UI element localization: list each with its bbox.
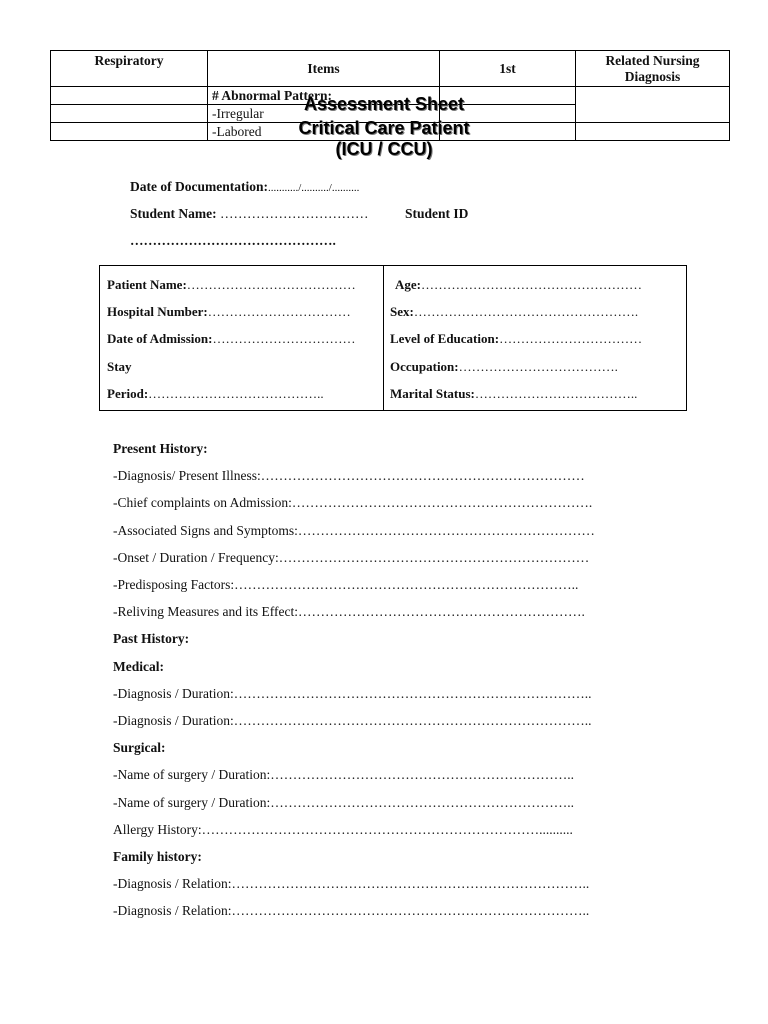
field-label: Period: [107,386,149,401]
history-field-name-of-surgery-duration[interactable] [113,767,574,783]
student-id-dots: ………………………………………. [130,233,336,248]
history-field-diagnosis-present-illness[interactable] [113,468,585,484]
section-heading-surgical [113,740,166,756]
table-cell[interactable] [51,123,208,141]
field-label: -Onset / Duration / Frequency: [113,549,279,565]
field-dots: …………………………… [499,331,643,346]
field-dots: …………………………… [212,331,356,346]
field-label: -Diagnosis / Relation: [113,903,232,919]
header-respiratory: Respiratory [51,51,208,87]
student-name-line[interactable] [130,206,369,222]
section-heading: Family history: [113,849,202,864]
field-dots: ………………………………………………………………….......... [201,821,573,837]
history-field-chief-complaints-on-admission[interactable] [113,495,592,511]
section-heading-present-history [113,441,208,457]
field-dots: …………………………………………… [421,277,642,292]
age-field[interactable] [395,277,642,293]
field-label: -Diagnosis / Relation: [113,876,232,892]
field-dots: …………………………………………………………………….. [233,685,592,701]
section-heading: Surgical: [113,740,166,756]
period-field[interactable] [107,386,324,402]
field-label: Occupation: [390,359,459,374]
title-critical-care-patient: Critical Care Patient [298,118,470,138]
history-field-associated-signs-and-symptoms[interactable] [113,523,595,539]
field-dots: …………………………………………………………………….. [231,876,590,892]
diagnosis-cell[interactable] [576,87,730,123]
field-dots: …………………………………………………………… [278,549,590,565]
section-heading-family-history [113,849,202,865]
header-items: Items [208,51,440,87]
date-value: .........../........../.......... [267,182,360,194]
history-field-allergy-history[interactable] [113,822,573,838]
occupation-field[interactable] [390,359,618,375]
field-dots: ………………………………….. [148,386,324,401]
item-abnormal-pattern: # Abnormal Pattern: [208,87,440,105]
field-dots: ………………………………………………………….. [270,767,574,783]
field-label: Marital Status: [390,386,475,401]
history-field-name-of-surgery-duration[interactable] [113,795,574,811]
field-dots: …………………………………………………………………….. [233,713,592,728]
date-label: Date of Documentation: [130,179,268,194]
field-dots: ………………………………………………………….. [270,794,574,810]
field-label: -Predisposing Factors: [113,577,235,592]
field-label: Hospital Number: [107,304,208,319]
field-label: -Chief complaints on Admission: [113,495,292,511]
field-label: -Name of surgery / Duration: [113,794,271,810]
field-dots: …………………………………………………………………….. [231,903,590,919]
history-field-onset-duration-frequency[interactable] [113,550,589,566]
field-label: -Diagnosis / Duration: [113,713,234,728]
item-labored: -Labored [208,123,440,141]
field-dots: …………………………… [207,304,351,319]
patient-name-field[interactable] [107,277,356,293]
field-label: -Reliving Measures and its Effect: [113,604,298,620]
field-label: Date of Admission: [107,331,213,346]
column-divider [383,266,384,410]
field-label: Age: [395,277,421,292]
history-field-reliving-measures-and-its-effect[interactable] [113,604,585,620]
history-field-diagnosis-relation[interactable] [113,876,589,892]
field-dots: ……………………………………………. [413,304,639,319]
date-of-admission-field[interactable] [107,331,355,347]
student-id-text: Student ID [405,206,469,221]
field-dots: ………………………………………………………. [297,604,585,620]
section-heading: Present History: [113,441,208,456]
section-heading-past-history [113,631,189,647]
date-of-documentation-line[interactable] [130,179,359,195]
field-dots: ……………………………………………………………… [260,468,585,484]
field-dots: …………………………………………………………. [291,495,593,511]
header-related-nursing-diagnosis: Related Nursing Diagnosis [576,51,730,87]
sex-field[interactable] [390,304,638,320]
item-irregular: -Irregular [208,105,440,123]
stay-field [107,359,132,375]
level-of-education-field[interactable] [390,331,642,347]
field-label: Sex: [390,304,414,319]
hospital-number-field[interactable] [107,304,351,320]
section-heading-medical [113,659,164,675]
history-field-diagnosis-duration[interactable] [113,713,592,729]
field-dots: ………………………………… [186,277,356,292]
field-label: Allergy History: [113,821,202,837]
field-label: Patient Name: [107,277,187,292]
history-field-diagnosis-relation[interactable] [113,903,589,919]
field-label: -Associated Signs and Symptoms: [113,522,298,538]
field-label: Stay [107,359,132,374]
section-heading: Medical: [113,658,164,674]
patient-info-box [99,265,687,411]
title-icu-ccu: (ICU / CCU) [335,139,433,159]
field-label: -Name of surgery / Duration: [113,767,271,783]
field-label: -Diagnosis / Duration: [113,685,234,701]
marital-status-field[interactable] [390,386,637,402]
student-name-label: Student Name: [130,206,217,221]
field-dots: ……………………………….. [474,386,638,401]
field-dots: ………………………………………………………………….. [234,577,579,592]
header-first: 1st [440,51,576,87]
field-dots: ………………………………. [458,359,618,374]
history-field-diagnosis-duration[interactable] [113,686,592,702]
student-id-label [405,206,468,222]
table-cell[interactable] [51,105,208,123]
student-name-dots: …………………………… [220,206,369,221]
field-label: -Diagnosis/ Present Illness: [113,468,261,484]
history-field-predisposing-factors[interactable] [113,577,578,593]
diagnosis-cell[interactable] [576,123,730,141]
section-heading: Past History: [113,631,190,647]
table-cell[interactable] [51,87,208,105]
field-dots: ………………………………………………………… [297,522,595,538]
title-assessment-sheet: Assessment Sheet [303,94,465,114]
field-label: Level of Education: [390,331,500,346]
student-id-dots-line[interactable] [130,233,336,249]
